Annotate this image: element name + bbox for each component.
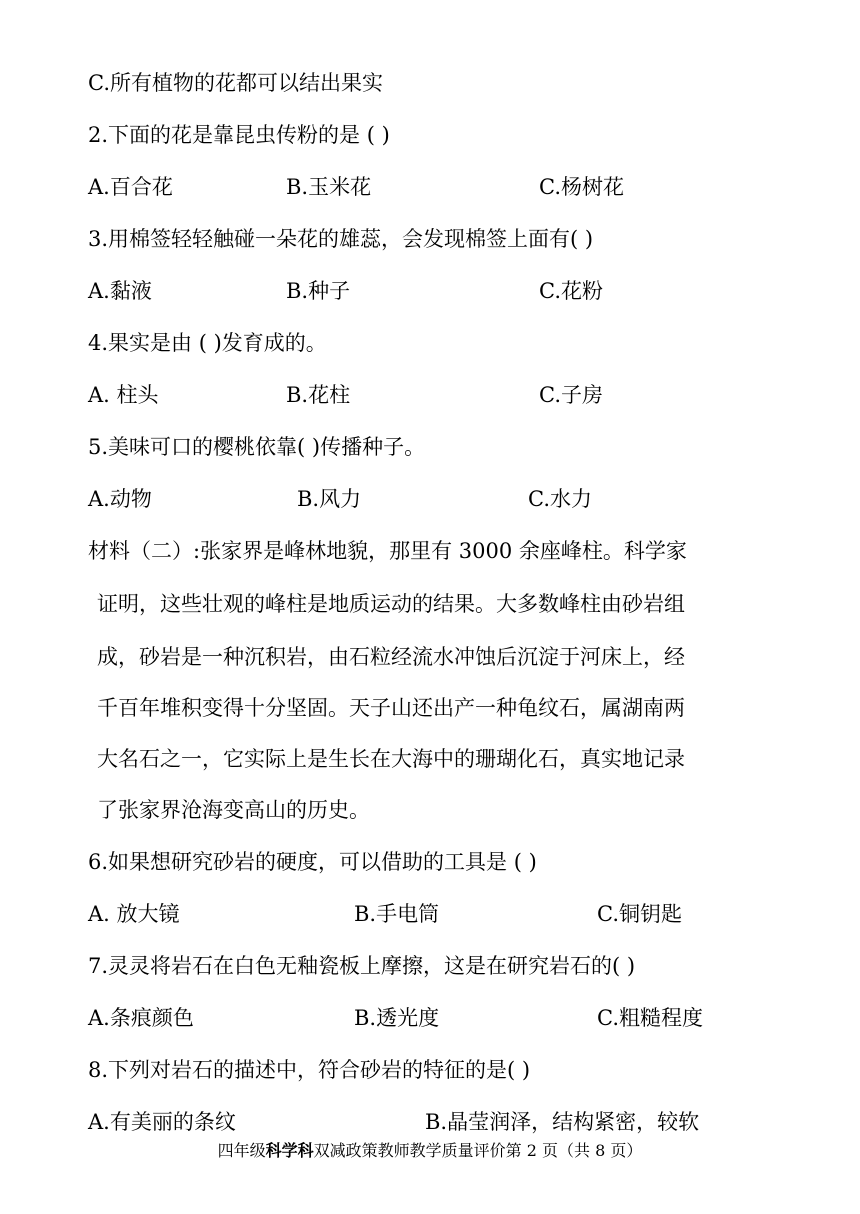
question-8-stem: 8.下列对岩石的描述中，符合砂岩的特征的是( ) bbox=[88, 1058, 531, 1082]
question-3-option-a: A.黏液 bbox=[88, 279, 152, 303]
question-5-option-b: B.风力 bbox=[297, 487, 362, 511]
question-8-option-a: A.有美丽的条纹 bbox=[88, 1110, 236, 1134]
question-4-option-c: C.子房 bbox=[539, 383, 603, 407]
question-4-option-a: A. 柱头 bbox=[88, 383, 159, 407]
question-6-option-a: A. 放大镜 bbox=[88, 902, 180, 926]
question-6-option-c: C.铜钥匙 bbox=[597, 902, 682, 926]
question-6-option-b: B.手电筒 bbox=[354, 902, 440, 926]
question-4-option-b: B.花柱 bbox=[286, 383, 351, 407]
question-2-option-b: B.玉米花 bbox=[286, 175, 372, 199]
question-3-option-b: B.种子 bbox=[286, 279, 351, 303]
material-2-line-6: 了张家界沧海变高山的历史。 bbox=[97, 798, 370, 822]
page-footer bbox=[0, 1140, 860, 1162]
question-2-option-a: A.百合花 bbox=[88, 175, 173, 199]
question-2-option-c: C.杨树花 bbox=[539, 175, 624, 199]
question-2-stem: 2.下面的花是靠昆虫传粉的是 ( ) bbox=[88, 123, 390, 147]
material-2-line-3: 成，砂岩是一种沉积岩，由石粒经流水冲蚀后沉淀于河床上，经 bbox=[97, 645, 685, 669]
footer-grade: 四年级 bbox=[217, 1141, 266, 1160]
material-2-line-5: 大名石之一，它实际上是生长在大海中的珊瑚化石，真实地记录 bbox=[97, 747, 685, 771]
question-5-option-c: C.水力 bbox=[528, 487, 592, 511]
question-3-option-c: C.花粉 bbox=[539, 279, 603, 303]
material-2-line-1: 材料（二）:张家界是峰林地貌，那里有 3000 余座峰柱。科学家 bbox=[88, 539, 687, 563]
material-2-line-2: 证明，这些壮观的峰柱是地质运动的结果。大多数峰柱由砂岩组 bbox=[97, 592, 685, 616]
question-7-option-b: B.透光度 bbox=[354, 1006, 440, 1030]
question-8-option-b: B.晶莹润泽，结构紧密，较软 bbox=[425, 1110, 700, 1134]
question-7-option-c: C.粗糙程度 bbox=[597, 1006, 703, 1030]
question-5-option-a: A.动物 bbox=[88, 487, 152, 511]
footer-subject: 科学科 bbox=[265, 1141, 314, 1160]
footer-page-info: 双减政策教师教学质量评价第 2 页（共 8 页） bbox=[313, 1141, 643, 1160]
question-5-stem: 5.美味可口的樱桃依靠( )传播种子。 bbox=[88, 435, 426, 459]
question-7-stem: 7.灵灵将岩石在白色无釉瓷板上摩擦，这是在研究岩石的( ) bbox=[88, 954, 636, 978]
q1-option-c: C.所有植物的花都可以结出果实 bbox=[88, 71, 383, 95]
question-3-stem: 3.用棉签轻轻触碰一朵花的雄蕊，会发现棉签上面有( ) bbox=[88, 227, 594, 251]
question-4-stem: 4.果实是由 ( )发育成的。 bbox=[88, 331, 327, 355]
question-7-option-a: A.条痕颜色 bbox=[88, 1006, 194, 1030]
question-6-stem: 6.如果想研究砂岩的硬度，可以借助的工具是 ( ) bbox=[88, 850, 537, 874]
material-2-line-4: 千百年堆积变得十分坚固。天子山还出产一种龟纹石，属湖南两 bbox=[97, 696, 685, 720]
